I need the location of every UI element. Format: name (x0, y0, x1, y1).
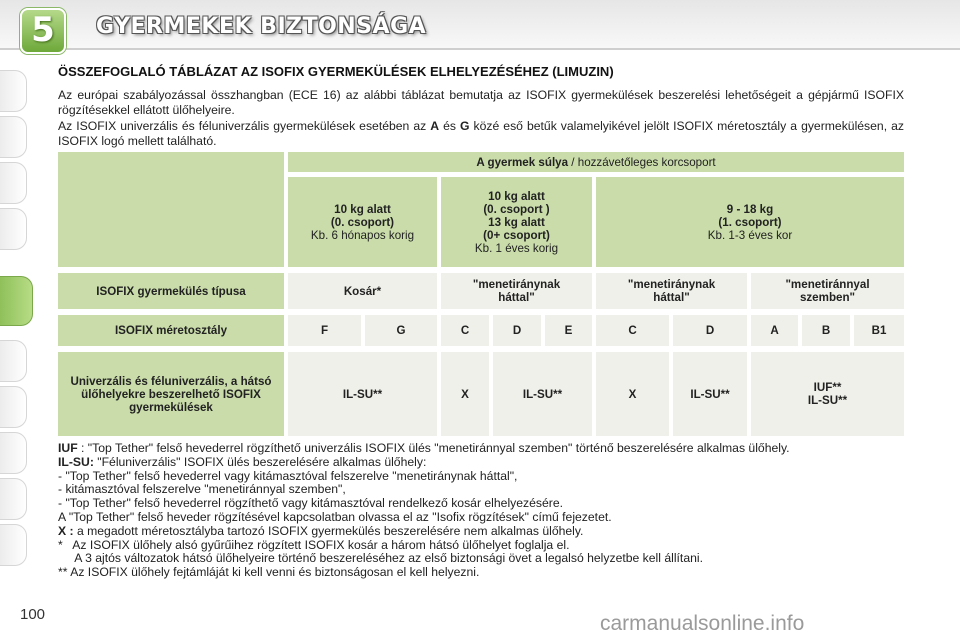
note-ilsu: IL-SU: "Féluniverzális" ISOFIX ülés beszerelésére alkalmas ülőhely: (58, 454, 427, 469)
note-iuf: IUF : "Top Tether" felső hevederrel rögzíthető univerzális ISOFIX ülés "menetiránnyal szemben" történő beszerelésére alkalmas ülőhely. (58, 441, 790, 455)
type-cell: "menetiránynak háttal" (441, 273, 592, 309)
size-class-cell: F (288, 315, 361, 346)
chapter-tab[interactable] (0, 340, 27, 382)
weight-group-1: 9 - 18 kg (1. csoport) Kb. 1-3 éves kor (596, 177, 904, 267)
note-x: X : a megadott méretosztályba tartozó ISOFIX gyermekülés beszerelésére nem alkalmas ülőhely. (58, 523, 584, 538)
seat-value-cell: X (441, 352, 489, 436)
chapter-tab-active[interactable] (0, 276, 33, 326)
intro-paragraph-2: Az ISOFIX univerzális és féluniverzális gyermekülések esetében az A és G közé eső betűk valamelyikével jelölt ISOFIX méretosztály a gyermekülésen, az ISOFIX logó mellett található. (58, 119, 904, 148)
size-class-cell: A (751, 315, 798, 346)
size-class-cell: B1 (854, 315, 904, 346)
seat-value-cell: X (596, 352, 669, 436)
size-row-label: ISOFIX méretosztály (58, 315, 284, 346)
weight-header: A gyermek súlya / hozzávetőleges korcsoport (288, 152, 904, 172)
size-class-cell: E (545, 315, 592, 346)
watermark: carmanualsonline.info (600, 612, 805, 635)
size-class-cell: D (673, 315, 747, 346)
chapter-tab[interactable] (0, 208, 27, 250)
table-corner-cell (58, 152, 284, 267)
note-top-tether: A "Top Tether" felső heveder rögzítésével kapcsolatban olvassa el az "Isofix rögzítések" című fejezetet. (58, 509, 612, 524)
intro-paragraph-1: Az európai szabályozással összhangban (ECE 16) az alábbi táblázat bemutatja az ISOFIX gyermekülések beszerelési lehetőségeit a gépjármű ISOFIX rögzítésekkel ellátott ülőhelyeire. (58, 88, 904, 117)
notes-block (58, 442, 904, 580)
chapter-tab[interactable] (0, 478, 27, 520)
note-dash-1: - "Top Tether" felső hevederrel vagy kitámasztóval felszerelve "menetiránynak háttal", (58, 468, 518, 483)
seat-row-label: Univerzális és féluniverzális, a hátsó ülőhelyekre beszerelhető ISOFIX gyermekülések (58, 352, 284, 436)
section-title: ÖSSZEFOGLALÓ TÁBLÁZAT AZ ISOFIX GYERMEKÜLÉSEK ELHELYEZÉSÉHEZ (LIMUZIN) (58, 64, 614, 79)
chapter-tab[interactable] (0, 432, 27, 474)
note-dash-3: - "Top Tether" felső hevederrel rögzíthető vagy kitámasztóval rendelkező kosár elhelyezésére. (58, 496, 563, 511)
weight-group-0plus: 10 kg alatt (0. csoport ) 13 kg alatt (0+ csoport) Kb. 1 éves korig (441, 177, 592, 267)
weight-group-0: 10 kg alatt (0. csoport) Kb. 6 hónapos korig (288, 177, 437, 267)
chapter-number: 5 (31, 10, 55, 50)
chapter-tab[interactable] (0, 162, 27, 204)
seat-value-cell: IL-SU** (288, 352, 437, 436)
size-class-cell: D (493, 315, 541, 346)
size-class-cell: G (365, 315, 437, 346)
type-cell: "menetiránnyal szemben" (751, 273, 904, 309)
note-star-2: ** Az ISOFIX ülőhely fejtámláját ki kell venni és biztonságosan el kell helyezni. (58, 565, 480, 580)
type-cell: "menetiránynak háttal" (596, 273, 747, 309)
chapter-tab[interactable] (0, 386, 27, 428)
seat-value-cell: IL-SU** (493, 352, 592, 436)
page-number: 100 (20, 606, 46, 623)
size-class-cell: B (802, 315, 850, 346)
chapter-badge (20, 8, 66, 54)
size-class-cell: C (441, 315, 489, 346)
seat-value-cell: IL-SU** (673, 352, 747, 436)
chapter-tab[interactable] (0, 116, 27, 158)
chapter-title: GYERMEKEK BIZTONSÁGA (96, 14, 427, 39)
size-class-cell: C (596, 315, 669, 346)
note-star-1-cont: A 3 ajtós változatok hátsó ülőhelyeire történő beszereléséhez az első biztonsági övet a legalsó helyzetbe kell állítani. (58, 551, 703, 566)
chapter-tab[interactable] (0, 524, 27, 566)
seat-value-cell: IUF** IL-SU** (751, 352, 904, 436)
type-row-label: ISOFIX gyermekülés típusa (58, 273, 284, 309)
note-dash-2: - kitámasztóval felszerelve "menetiránnyal szemben", (58, 482, 346, 497)
note-star-1: * Az ISOFIX ülőhely alsó gyűrűihez rögzített ISOFIX kosár a három hátsó ülőhelyet foglalja el. (58, 537, 570, 552)
type-cell: Kosár* (288, 273, 437, 309)
chapter-tab[interactable] (0, 70, 27, 112)
header-divider (0, 48, 960, 50)
